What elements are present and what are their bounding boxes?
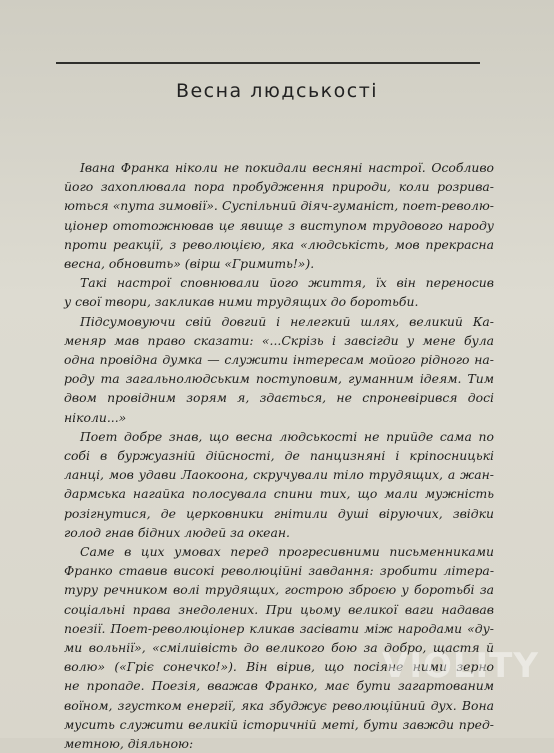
text-line: Франко ставив високі революційні завдання: зробити літера- (64, 563, 494, 579)
text-line: двом провідним зорям я, здається, не спроневірився досі (64, 390, 494, 406)
header-rule (56, 62, 480, 64)
text-line: Підсумовуючи свій довгий і нелегкий шлях, великий Ка- (80, 313, 494, 329)
text-line: ціонер ототожнював це явище з виступом трудового народу (64, 217, 494, 233)
text-line: розігнутися, де церковники гнітили душі віруючих, звідки (64, 505, 494, 521)
text-line: ланці, мов удави Лаокоона, скручували тіло трудящих, а жан- (64, 467, 494, 483)
text-line: Поет добре знав, що весна людськості не прийде сама по (80, 428, 494, 444)
text-line: поезії. Поет-революціонер кликав засівати між народами «ду- (64, 620, 494, 636)
text-line: Саме в цих умовах перед прогресивними письменниками (80, 544, 494, 560)
text-line: Івана Франка ніколи не покидали весняні настрої. Особливо (80, 160, 494, 175)
text-line: весна, обновить» (вірш «Гримить!»). (64, 256, 315, 272)
text-line: Такі настрої сповнювали його життя, їх він переносив (80, 275, 494, 291)
paragraph-3 (64, 312, 494, 427)
text-line: ються «пута зимовії». Суспільний діяч-гуманіст, поет-револю- (64, 198, 494, 214)
text-line: собі в буржуазній дійсності, де панцизняні і кріпосницькі (64, 448, 494, 464)
page-title: Весна людськості (175, 80, 379, 102)
text-line: меняр мав право сказати: «...Скрізь і завсігди у мене була (64, 332, 494, 348)
text-line: дармська нагайка полосувала спини тих, що мали мужність (64, 486, 494, 502)
paragraph-2 (64, 273, 494, 311)
text-line: його захоплювала пора пробудження природи, коли розрива- (64, 179, 494, 195)
text-line: соціальні права знедолених. При цьому великої ваги надавав (64, 601, 494, 617)
text-line: ми вольнії», «смілиівість до великого бою за добро, щастя й (64, 640, 494, 656)
text-line: ніколи...» (64, 409, 127, 425)
text-line: у свої твори, закликав ними трудящих до боротьби. (64, 294, 419, 310)
text-line: туру речником волі трудящих, гострою зброєю у боротьбі за (64, 582, 494, 598)
text-line: воїном, згустком енергії, яка збуджує революційний дух. Вона (64, 697, 494, 713)
text-line: не пропаде. Поезія, вважав Франко, має бути загартованим (64, 678, 494, 694)
text-line: мусить служити великій історичній меті, бути завжди пред- (64, 716, 494, 732)
text-line: метною, діяльною: (64, 736, 194, 752)
paragraph-1 (64, 158, 494, 273)
text-line: голод гнав бідних людей за океан. (64, 524, 290, 540)
text-line: волю» («Гріє сонечко!»). Він вірив, що посіяне ними зерно (64, 659, 494, 675)
violity-watermark: VIOLITY (382, 646, 539, 686)
text-line: проти реакції, з революцією, яка «людськість, мов прекрасна (64, 236, 494, 252)
paragraph-4 (64, 427, 494, 542)
text-line: роду та загальнолюдським поступовим, гуманним ідеям. Тим (64, 371, 494, 387)
text-line: одна провідна думка — служити інтересам мойого рідного на- (64, 352, 494, 368)
